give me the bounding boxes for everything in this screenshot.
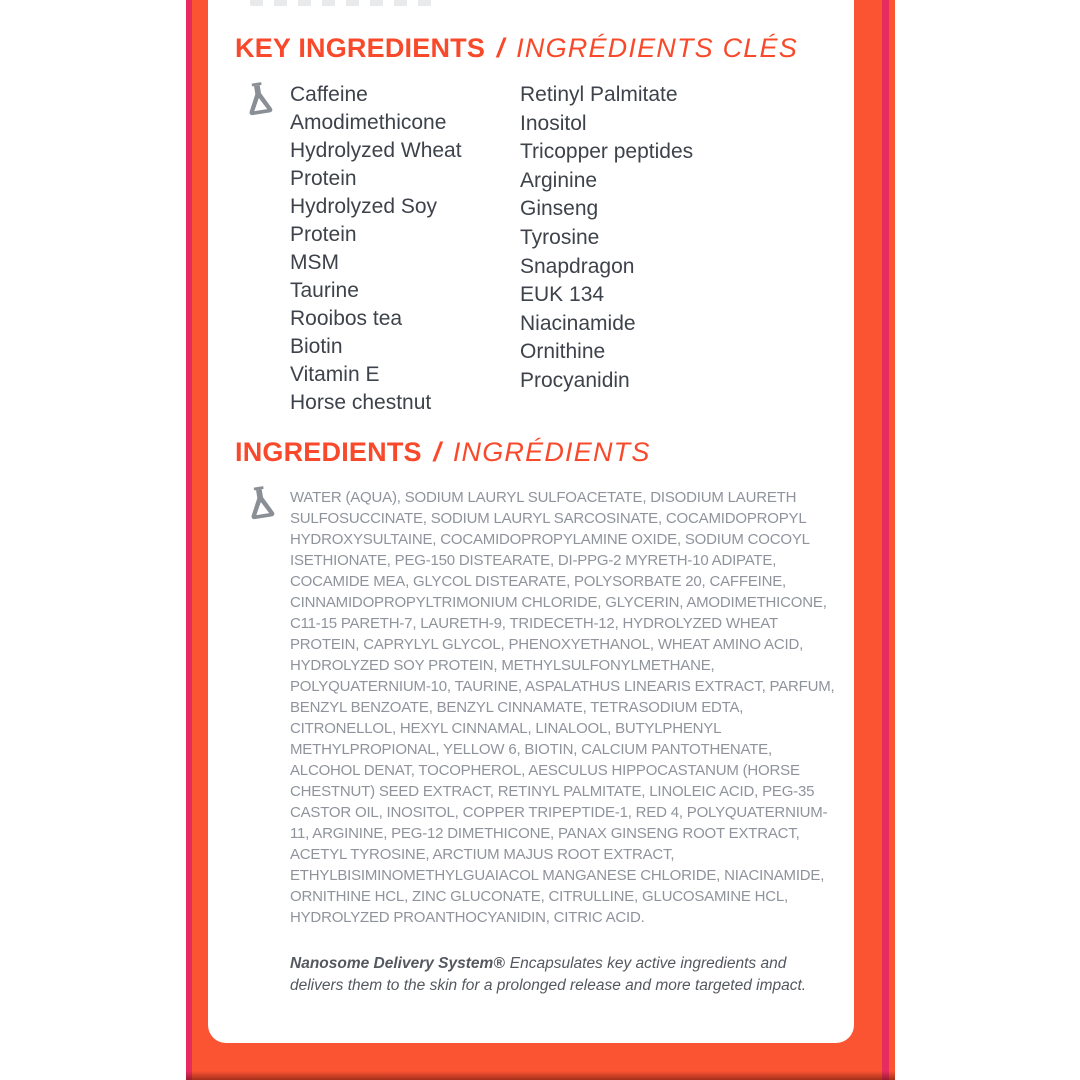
key-heading-french: INGRÉDIENTS CLÉS [516,33,798,63]
flask-icon [242,82,276,116]
heading-slash: / [496,33,505,63]
key-ingredient-item: Hydrolyzed Soy Protein [290,195,438,246]
key-ingredient-item: Rooibos tea [290,307,403,330]
inci-ingredient-list: WATER (AQUA), SODIUM LAURYL SULFOACETATE, DISODIUM LAURETH SULFOSUCCINATE, SODIUM LAURYL SARCOSINATE, COCAMIDOPROPYL HYDROXYSULTAINE, COCAMIDOPROPYLAMINE OXIDE, SODIUM COCOYL ISETHIONATE, PEG-150 DISTEARATE, DI-PPG-2 MYRETH-10 ADIPATE, COCAMIDE MEA, GLYCOL DISTEARATE, POLYSORBATE 20, CAFFEINE, CINNAMIDOPROPYLTRIMONIUM CHLORIDE, GLYCERIN, AMODIMETHICONE, C11-15 PARETH-7, LAURETH-9, TRIDECETH-12, HYDROLYZED WHEAT PROTEIN, CAPRYLYL GLYCOL, PHENOXYETHANOL, WHEAT AMINO ACID, HYDROLYZED SOY PROTEIN, METHYLSULFONYLMETHANE, POLYQUATERNIUM-10, TAURINE, ASPALATHUS LINEARIS EXTRACT, PARFUM, BENZYL BENZOATE, BENZYL CINNAMATE, TETRASODIUM EDTA, CITRONELLOL, HEXYL CINNAMAL, LINALOOL, BUTYLPHENYL METHYLPROPIONAL, YELLOW 6, BIOTIN, CALCIUM PANTOTHENATE, ALCOHOL DENAT, TOCOPHEROL, AESCULUS HIPPOCASTANUM (HORSE CHESTNUT) SEED EXTRACT, RETINYL PALMITATE, LINOLEIC ACID, PEG-35 CASTOR OIL, INOSITOL, COPPER TRIPEPTIDE-1, RED 4, POLYQUATERNIUM-11, ARGININE, PEG-12 DIMETHICONE, PANAX GINSENG ROOT EXTRACT, ACETYL TYROSINE, ARCTIUM MAJUS ROOT EXTRACT, ETHYLBISIMINOMETHYLGUAIACOL MANGANESE CHLORIDE, NIACINAMIDE, ORNITHINE HCL, ZINC GLUCONATE, CITRULLINE, GLUCOSAMINE HCL, HYDROLYZED PROANTHOCYANIDIN, CITRIC ACID. [290,489,835,926]
label-right-edge-stripe [882,0,889,1080]
key-ingredient-item: Ornithine [520,340,606,364]
key-ingredients-column-2 [520,81,800,396]
ingredients-card [208,0,854,1043]
key-ingredient-item: EUK 134 [520,283,605,307]
key-ingredient-item: Ginseng [520,197,599,221]
key-ingredients-column-1 [290,81,486,417]
key-ingredient-item: Amodimethicone [290,111,447,134]
key-ingredient-item: Tyrosine [520,225,600,249]
nanosome-note [290,953,838,997]
inci-heading-french: INGRÉDIENTS [452,437,651,467]
key-ingredient-item: Niacinamide [520,311,636,335]
key-ingredient-item: Taurine [290,279,359,302]
key-ingredients-heading [235,33,798,63]
nanosome-note-title: Nanosome Delivery System® [290,955,505,972]
key-ingredient-item: Horse chestnut [290,391,432,414]
key-ingredient-item: MSM [290,251,339,274]
label-bottom-shadow [186,1071,895,1080]
heading-slash: / [433,437,442,467]
key-ingredient-item: Arginine [520,168,598,192]
product-label-panel [186,0,895,1080]
key-ingredient-item: Inositol [520,111,587,135]
key-ingredient-item: Snapdragon [520,254,635,278]
flask-icon [244,486,278,520]
inci-heading-english: INGREDIENTS [235,437,422,467]
key-ingredient-item: Hydrolyzed Wheat Protein [290,139,462,190]
label-left-edge-stripe [186,0,192,1080]
ingredients-heading [235,437,651,467]
nanosome-note-body: Encapsulates key active ingredients and delivers them to the skin for a prolonged release and more targeted impact. [290,955,807,994]
key-ingredient-item: Biotin [290,335,343,358]
key-ingredient-item: Vitamin E [290,363,380,386]
clipped-text-fragment [250,0,438,6]
key-ingredient-item: Caffeine [290,83,368,106]
key-ingredient-item: Procyanidin [520,368,630,392]
key-ingredient-item: Tricopper peptides [520,140,694,164]
key-ingredient-item: Retinyl Palmitate [520,83,678,106]
key-heading-english: KEY INGREDIENTS [235,33,486,63]
